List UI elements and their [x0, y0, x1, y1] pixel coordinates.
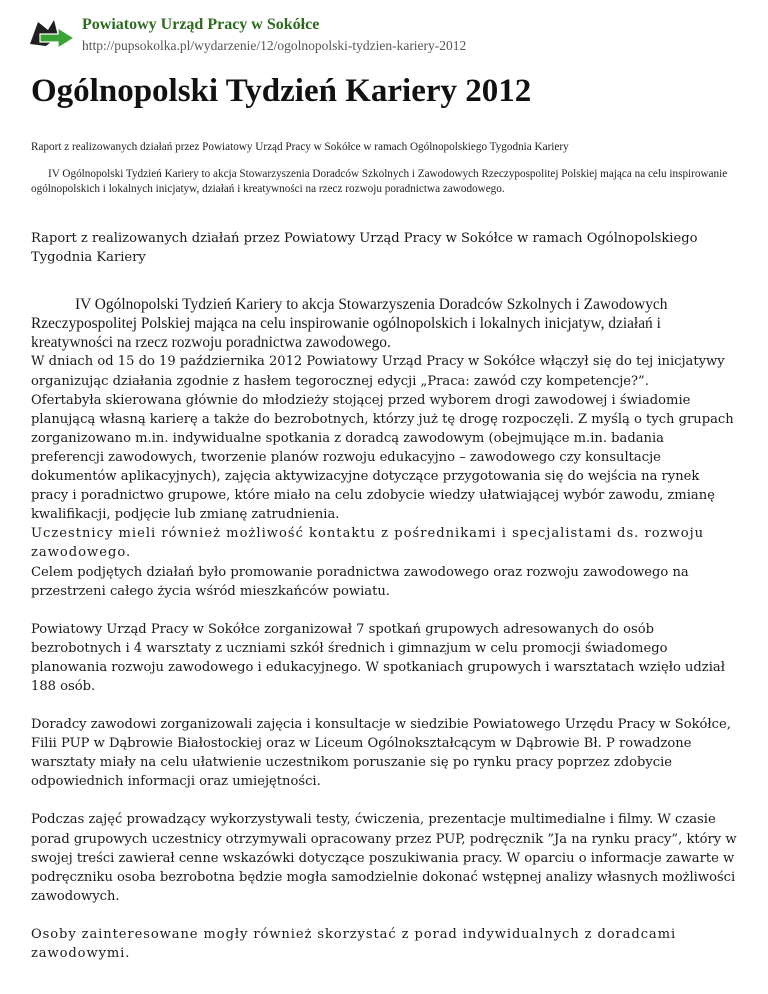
body-paragraph: Osoby zainteresowane mogły również skorzystać z porad indywidualnych z doradcami zawodowymi. [31, 926, 677, 961]
body-lead: Raport z realizowanych działań przez Powiatowy Urząd Pracy w Sokółce w ramach Ogólnopolskiego Tygodnia Kariery [31, 231, 698, 266]
body-paragraph: Doradcy zawodowi zorganizowali zajęcia i konsultacje w siedzibie Powiatowego Urzędu Pracy w Sokółce, Filii PUP w Dąbrowie Białostockiej oraz w Liceum Ogólnokształcącym w Dąbrowie Bł. P rowadzone warsztaty miały na celu ułatwienie uczestnikom poruszanie się po rynku pracy poprzez zdobycie odpowiednich informacji oraz umiejętności. [31, 717, 731, 790]
article-body [31, 229, 737, 963]
page-title: Ogólnopolski Tydzień Kariery 2012 [31, 73, 532, 109]
page-url[interactable]: http://pupsokolka.pl/wydarzenie/12/ogolnopolski-tydzien-kariery-2012 [82, 38, 467, 53]
body-paragraph: Podczas zajęć prowadzący wykorzystywali testy, ćwiczenia, prezentacje multimedialne i filmy. W czasie porad grupowych uczestnicy otrzymywali opracowany przez PUP, podręcznik ”Ja na rynku pracy”, który w swojej treści zawierał cenne wskazówki dotyczące poszukiwania pracy. W oparciu o informacje zawarte w podręczniku osoba bezrobotna będzie mogła samodzielnie dokonać wstępnej analizy własnych możliwości zawodowych. [31, 812, 737, 904]
summary-line: IV Ogólnopolski Tydzień Kariery to akcja Stowarzyszenia Doradców Szkolnych i Zawodowych Rzeczypospolitej Polskiej mająca na celu inspirowanie ogólnopolskich i lokalnych inicjatyw, działań i kreatywności na rzecz rozwoju poradnictwa zawodowego. [31, 168, 728, 195]
body-paragraph: W dniach od 15 do 19 października 2012 Powiatowy Urząd Pracy w Sokółce włączył się do tej inicjatywy organizując działania zgodnie z hasłem tegorocznej edycji „Praca: zawód czy kompetencje?”. [31, 354, 725, 389]
article-summary [31, 140, 737, 197]
body-paragraph: Uczestnicy mieli również możliwość kontaktu z pośrednikami i specjalistami ds. rozwoju zawodowego. [31, 526, 705, 561]
body-intro: IV Ogólnopolski Tydzień Kariery to akcja Stowarzyszenia Doradców Szkolnych i Zawodowych Rzeczypospolitej Polskiej mająca na celu inspirowanie ogólnopolskich i lokalnych inicjatyw, działań i kreatywności na rzecz rozwoju poradnictwa zawodowego. [31, 296, 668, 352]
body-paragraph: Ofertabyła skierowana głównie do młodzieży stojącej przed wyborem drogi zawodowej i świadomie planującą własną karierę a także do bezrobotnych, którzy już tę drogę rozpoczęli. Z myślą o tych grupach zorganizowano m.in. indywidualne spotkania z doradcą zawodowym (obejmujące m.in. badania preferencji zawodowych, tworzenie planów rozwoju edukacyjno – zawodowego czy konsultacje dokumentów aplikacyjnych), zajęcia aktywizacyjne dotyczące przygotowania się do wejścia na rynek pracy i poradnictwo grupowe, które miało na celu zdobycie wiedzy ułatwiającej wybór zawodu, zmianę kwalifikacji, podjęcie lub zmianę zatrudnienia. [31, 392, 734, 523]
site-name[interactable]: Powiatowy Urząd Pracy w Sokółce [82, 16, 320, 33]
body-paragraph: Celem podjętych działań było promowanie poradnictwa zawodowego oraz rozwoju zawodowego na przestrzeni całego życia wśród mieszkańców powiatu. [31, 564, 689, 599]
body-paragraph: Powiatowy Urząd Pracy w Sokółce zorganizował 7 spotkań grupowych adresowanych do osób bezrobotnych i 4 warsztaty z uczniami szkół średnich i gimnazjum w celu promocji świadomego planowania rozwoju zawodowego i edukacyjnego. W spotkaniach grupowych i warsztatach wzięło udział 188 osób. [31, 621, 725, 694]
arrow-logo-icon [28, 16, 76, 50]
summary-line: Raport z realizowanych działań przez Powiatowy Urząd Pracy w Sokółce w ramach Ogólnopolskiego Tygodnia Kariery [31, 141, 569, 153]
